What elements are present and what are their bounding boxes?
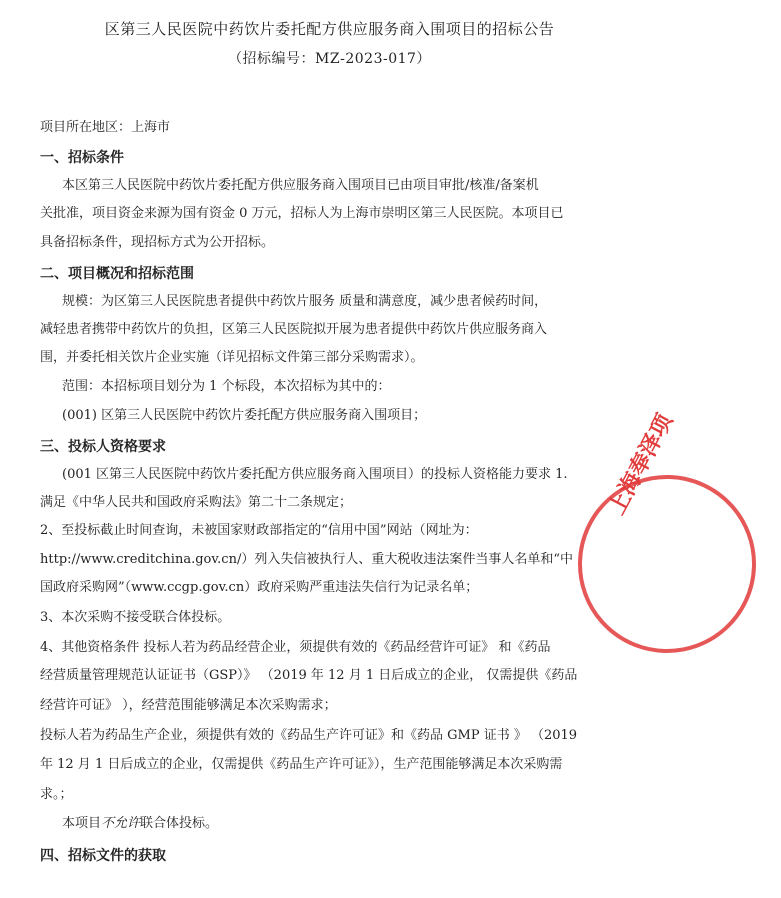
emphasized-text: 不允许 — [101, 816, 141, 831]
section-2-heading: 二、项目概况和招标范围 — [40, 266, 194, 282]
section-4-heading: 四、招标文件的获取 — [40, 848, 166, 864]
section-2-line: 减轻患者携带中药饮片的负担，区第三人民医院拟开展为患者提供中药饮片供应服务商入 — [40, 322, 548, 337]
section-2-line: 规模：为区第三人民医院患者提供中药饮片服务 质量和满意度，减少患者候药时间， — [62, 294, 548, 309]
section-3-line: 3、本次采购不接受联合体投标。 — [40, 610, 231, 625]
section-1-line: 本区第三人民医院中药饮片委托配方供应服务商入围项目已由项目审批/核准/备案机 — [62, 178, 539, 193]
section-3-line: 经营质量管理规范认证证书（GSP）》 （2019 年 12 月 1 日后成立的企业， 仅需提供《药品 — [40, 668, 578, 683]
section-3-line: 4、其他资格条件 投标人若为药品经营企业，须提供有效的《药品经营许可证》 和《药品 — [40, 640, 551, 655]
section-3-line: 国政府采购网”（www.ccgp.gov.cn）政府采购严重违法失信行为记录名单； — [40, 580, 479, 595]
section-3-line: (001 区第三人民医院中药饮片委托配方供应服务商入围项目）的投标人资格能力要求 1. — [62, 467, 568, 482]
section-3-line: 年 12 月 1 日后成立的企业，仅需提供《药品生产许可证》），生产范围能够满足本次采购需 — [40, 757, 563, 772]
text-run: 本项目 — [62, 816, 102, 831]
section-1-line: 关批准，项目资金来源为国有资金 0 万元，招标人为上海市崇明区第三人民医院。本项目已 — [40, 206, 564, 221]
section-3-line — [62, 814, 637, 834]
section-3-line: http://www.creditchina.gov.cn/）列入失信被执行人、重大税收违法案件当事人名单和“中 — [40, 552, 573, 567]
section-2-line: 围，并委托相关饮片企业实施（详见招标文件第三部分采购需求）。 — [40, 350, 424, 365]
section-3-line: 投标人若为药品生产企业，须提供有效的《药品生产许可证》和《药品 GMP 证书 》 （2019 — [40, 728, 578, 743]
tender-number: （招标编号：MZ-2023-017） — [228, 51, 431, 67]
section-3-line: 经营许可证》 ），经营范围能够满足本次采购需求； — [40, 698, 337, 713]
seal-text: 上海奉泽项 — [604, 410, 679, 520]
document-title: 区第三人民医院中药饮片委托配方供应服务商入围项目的招标公告 — [104, 20, 555, 38]
section-3-line: 满足《中华人民共和国政府采购法》第二十二条规定； — [40, 495, 353, 510]
text-run: 联合体投标。 — [140, 816, 219, 831]
section-1-line: 具备招标条件，现招标方式为公开招标。 — [40, 235, 275, 250]
section-3-line: 2、至投标截止时间查询，未被国家财政部指定的“信用中国”网站（网址为： — [40, 523, 478, 538]
section-2-line: (001) 区第三人民医院中药饮片委托配方供应服务商入围项目； — [62, 408, 427, 423]
section-3-heading: 三、投标人资格要求 — [40, 439, 166, 455]
project-region: 项目所在地区：上海市 — [40, 120, 171, 135]
section-2-line: 范围：本招标项目划分为 1 个标段，本次招标为其中的： — [62, 379, 391, 394]
section-1-heading: 一、招标条件 — [40, 150, 124, 166]
section-3-line: 求。； — [40, 787, 73, 802]
